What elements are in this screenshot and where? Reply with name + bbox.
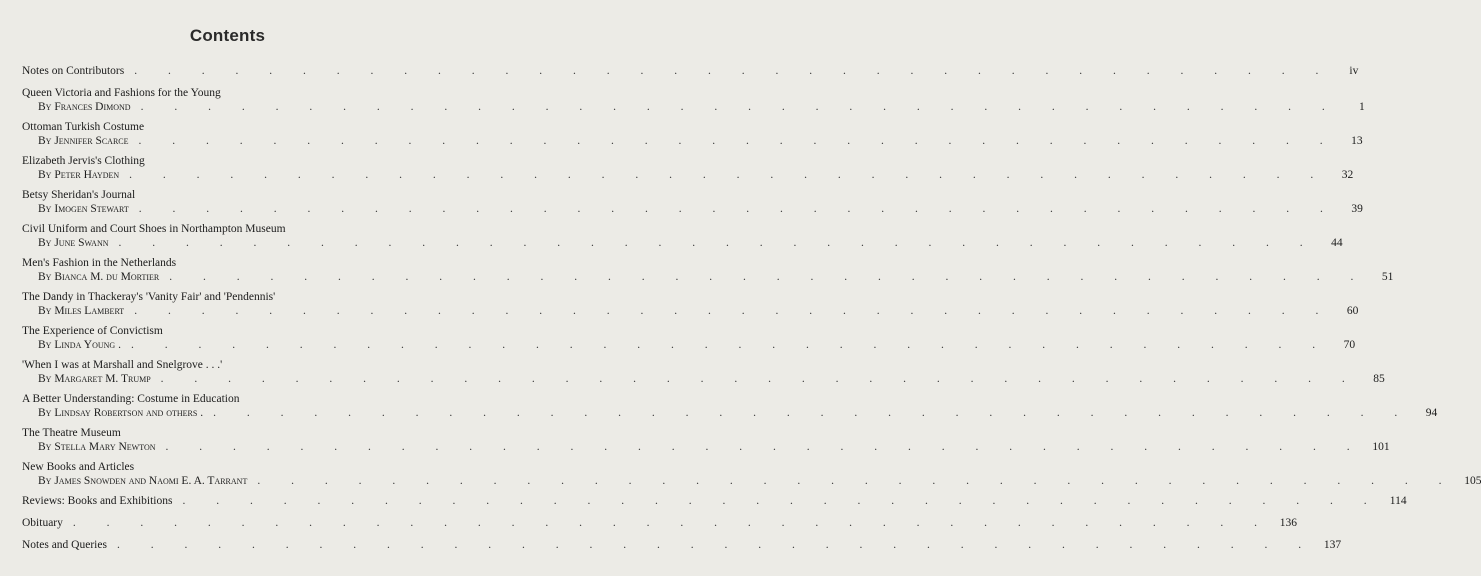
entry-title: Notes on Contributors — [22, 65, 125, 77]
page-number: 32 — [1341, 169, 1354, 181]
page-number: 44 — [1331, 237, 1343, 249]
dot-leader: . . . . . . . . . . . . . . . . . . . . . . . . . . . . . . . . . . . . — [130, 339, 1330, 351]
entry-title: New Books and Articles — [22, 461, 135, 473]
entry-title: Obituary — [22, 517, 63, 529]
toc-entry — [22, 222, 1343, 250]
dot-leader: . . . . . . . . . . . . . . . . . . . . . . . . . . . . . . . . . . . . — [169, 271, 1368, 283]
entry-byline: By Bianca M. du Mortier — [38, 271, 160, 283]
entry-title: 'When I was at Marshall and Snelgrove . . .' — [22, 359, 223, 371]
page-number: 1 — [1358, 101, 1365, 113]
toc-entry — [22, 460, 1481, 488]
toc-entry — [22, 392, 1438, 420]
dot-leader: . . . . . . . . . . . . . . . . . . . . . . . . . . . . . . . . . . . . — [129, 169, 1328, 181]
toc-entry — [22, 290, 1359, 318]
toc-entry — [22, 358, 1385, 386]
dot-leader: . . . . . . . . . . . . . . . . . . . . . . . . . . . . . . . . . . . . — [165, 441, 1364, 453]
entry-title: Civil Uniform and Court Shoes in Northampton Museum — [22, 223, 286, 235]
dot-leader: . . . . . . . . . . . . . . . . . . . . . . . . . . . . . . . . . . . . — [182, 495, 1381, 507]
dot-leader: . . . . . . . . . . . . . . . . . . . . . . . . . . . . . . . . . . . . — [134, 65, 1333, 77]
dot-leader: . . . . . . . . . . . . . . . . . . . . . . . . . . . . . . . . . . . . — [213, 407, 1412, 419]
entry-byline: By Miles Lambert — [38, 305, 125, 317]
toc-entry — [22, 426, 1390, 454]
entry-byline: By Peter Hayden — [38, 169, 120, 181]
entry-byline: By Margaret M. Trump — [38, 373, 151, 385]
entry-byline: By Jennifer Scarce — [38, 135, 129, 147]
toc-entry — [22, 188, 1363, 216]
entry-byline: By Imogen Stewart — [38, 203, 129, 215]
dot-leader: . . . . . . . . . . . . . . . . . . . . . . . . . . . . . . . . . . . . — [160, 373, 1359, 385]
entry-title: Betsy Sheridan's Journal — [22, 189, 136, 201]
toc-entry — [22, 494, 1407, 508]
entry-title: The Theatre Museum — [22, 427, 121, 439]
page-number: 136 — [1279, 517, 1298, 529]
page-number: 13 — [1351, 135, 1363, 147]
toc-entry — [22, 538, 1342, 552]
toc-entry — [22, 64, 1359, 78]
toc-entry — [22, 324, 1356, 352]
page-number: 101 — [1372, 441, 1390, 453]
entry-byline: By Lindsay Robertson and others . — [38, 407, 204, 419]
dot-leader: . . . . . . . . . . . . . . . . . . . . . . . . . . . . . . . . . . . . — [140, 101, 1339, 113]
dot-leader: . . . . . . . . . . . . . . . . . . . . . . . . . . . . . . . . . . . . — [257, 475, 1456, 487]
dot-leader: . . . . . . . . . . . . . . . . . . . . . . . . . . . . . . . . . . . . — [72, 517, 1272, 529]
entry-title: A Better Understanding: Costume in Education — [22, 393, 240, 405]
toc-entry — [22, 120, 1363, 148]
entry-byline: By Frances Dimond — [38, 101, 131, 113]
page-number: 114 — [1389, 495, 1407, 507]
page-number: iv — [1349, 65, 1359, 77]
dot-leader: . . . . . . . . . . . . . . . . . . . . . . . . . . . . . . . . . . . . — [118, 237, 1317, 249]
entry-title: Queen Victoria and Fashions for the Young — [22, 87, 221, 99]
page-number: 39 — [1351, 203, 1363, 215]
toc-entry — [22, 154, 1354, 182]
entry-title: Ottoman Turkish Costume — [22, 121, 145, 133]
page-number: 51 — [1381, 271, 1394, 283]
entry-title: Notes and Queries — [22, 539, 107, 551]
page-number: 85 — [1373, 373, 1385, 385]
entry-title: Elizabeth Jervis's Clothing — [22, 155, 145, 167]
toc-entry — [22, 256, 1394, 284]
entry-byline: By Stella Mary Newton — [38, 441, 156, 453]
page-number: 60 — [1346, 305, 1359, 317]
toc-entry — [22, 86, 1365, 114]
entry-byline: By James Snowden and Naomi E. A. Tarrant — [38, 475, 248, 487]
page-number: 94 — [1425, 407, 1438, 419]
dot-leader: . . . . . . . . . . . . . . . . . . . . . . . . . . . . . . . . . . . . — [134, 305, 1333, 317]
page-number: 70 — [1343, 339, 1356, 351]
entry-byline: By June Swann — [38, 237, 109, 249]
dot-leader: . . . . . . . . . . . . . . . . . . . . . . . . . . . . . . . . . . . . — [138, 135, 1337, 147]
entry-byline: By Linda Young . — [38, 339, 121, 351]
dot-leader: . . . . . . . . . . . . . . . . . . . . . . . . . . . . . . . . . . . . — [138, 203, 1337, 215]
entry-title: The Experience of Convictism — [22, 325, 163, 337]
dot-leader: . . . . . . . . . . . . . . . . . . . . . . . . . . . . . . . . . . . . — [116, 539, 1316, 551]
page-number: 105 — [1464, 475, 1481, 487]
page-number: 137 — [1323, 539, 1342, 551]
entry-title: Men's Fashion in the Netherlands — [22, 257, 177, 269]
page-title: Contents — [189, 26, 266, 45]
entry-title: The Dandy in Thackeray's 'Vanity Fair' and 'Pendennis' — [22, 291, 276, 303]
entry-title: Reviews: Books and Exhibitions — [22, 495, 173, 507]
toc-entry — [22, 516, 1298, 530]
